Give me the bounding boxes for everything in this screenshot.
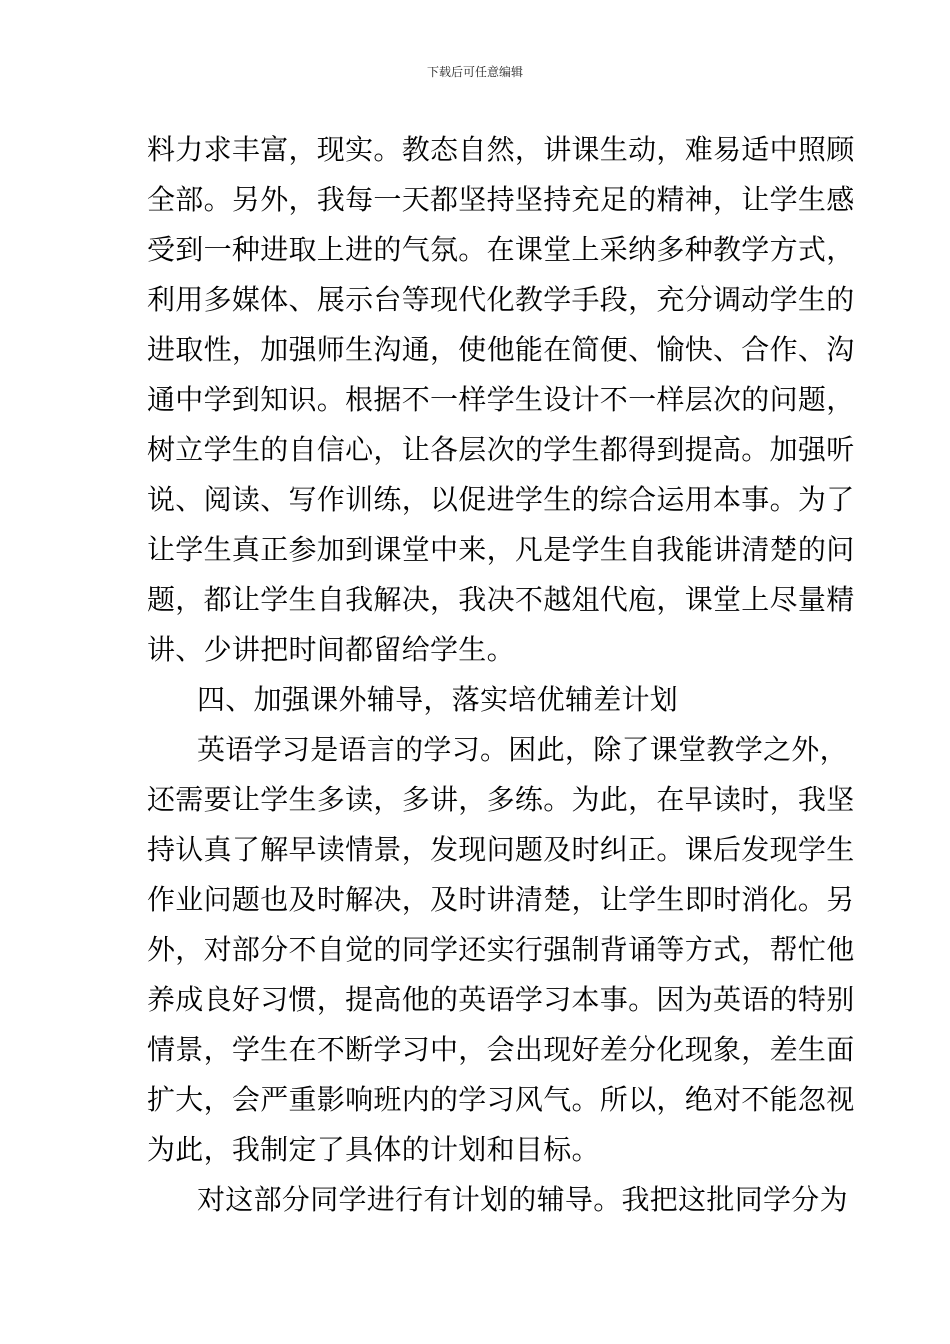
text-line: 为此，我制定了具体的计划和目标。	[147, 1133, 600, 1166]
text-line: 进取性，加强师生沟通，使他能在简便、愉快、合作、沟	[147, 333, 855, 366]
text-line: 利用多媒体、展示台等现代化教学手段，充分调动学生的	[147, 283, 855, 316]
page-header: 下载后可任意编辑	[426, 65, 523, 79]
text-line: 情景，学生在不断学习中，会出现好差分化现象，差生面	[147, 1033, 855, 1066]
text-line: 全部。另外，我每一天都坚持坚持充足的精神，让学生感	[147, 183, 855, 216]
text-line: 还需要让学生多读，多讲，多练。为此，在早读时，我坚	[147, 783, 855, 816]
text-line: 让学生真正参加到课堂中来，凡是学生自我能讲清楚的问	[147, 533, 855, 566]
text-line: 作业问题也及时解决，及时讲清楚，让学生即时消化。另	[147, 883, 855, 916]
text-line: 受到一种进取上进的气氛。在课堂上采纳多种教学方式，	[147, 233, 855, 266]
text-line: 料力求丰富，现实。教态自然，讲课生动，难易适中照顾	[147, 133, 855, 166]
text-line: 树立学生的自信心，让各层次的学生都得到提高。加强听	[147, 433, 855, 466]
text-line: 扩大，会严重影响班内的学习风气。所以，绝对不能忽视	[147, 1083, 855, 1116]
text-line: 养成良好习惯，提高他的英语学习本事。因为英语的特别	[147, 983, 855, 1016]
text-line: 讲、少讲把时间都留给学生。	[147, 633, 515, 666]
text-line: 外，对部分不自觉的同学还实行强制背诵等方式，帮忙他	[147, 933, 855, 966]
text-line: 通中学到知识。根据不一样学生设计不一样层次的问题，	[147, 383, 855, 416]
text-line: 题，都让学生自我解决，我决不越俎代庖，课堂上尽量精	[147, 583, 855, 616]
text-line: 英语学习是语言的学习。困此，除了课堂教学之外，	[197, 733, 848, 766]
text-line: 持认真了解早读情景，发现问题及时纠正。课后发现学生	[147, 833, 855, 866]
text-line: 说、阅读、写作训练，以促进学生的综合运用本事。为了	[147, 483, 855, 516]
text-line: 对这部分同学进行有计划的辅导。我把这批同学分为	[197, 1183, 848, 1216]
section-heading: 四、加强课外辅导，落实培优辅差计划	[197, 683, 679, 716]
